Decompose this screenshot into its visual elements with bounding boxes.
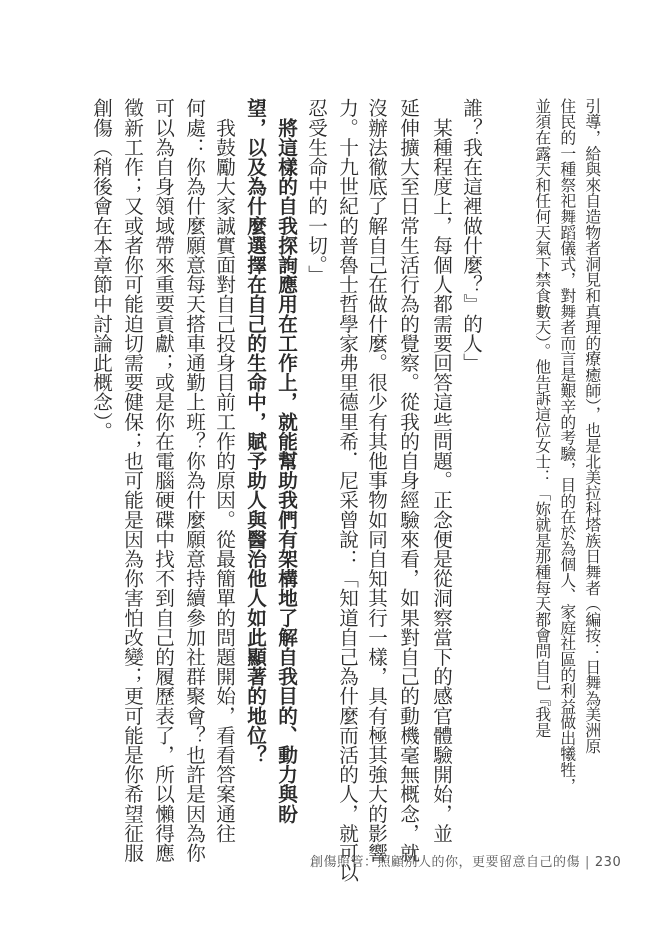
text-column-15: 徵新工作；又或者你可能迫切需要健保；也可能是因為你害怕改變；更可能是你希望征服: [120, 98, 144, 863]
text-column-2: 住民的一種祭祀舞蹈儀式，對舞者而言是艱辛的考驗，目的在於為個人、家庭社區的利益做出犧牲，: [557, 98, 577, 794]
text-column-1: 引導，給與來自造物者洞見和真理的療癒師），也是北美拉科塔族日舞者（編按：日舞為美洲原: [582, 98, 602, 754]
text-column-6: 延伸擴大至日常生活行為的覺察。從我的自身經驗來看，如果對自己的動機毫無概念，就: [396, 98, 420, 863]
bold-question-column-1: 將這樣的自我探詢應用在工作上，就能幫助我們有架構地了解自我目的、動力與盼: [274, 98, 298, 824]
text-column-4: 誰？我在這裡做什麼？』的人」: [459, 98, 483, 373]
page-footer: [310, 851, 621, 870]
text-column-14: 可以為自身領域帶來重要貢獻；或是你在電腦硬碟中找不到自己的履歷表了，所以懶得應: [151, 98, 175, 863]
text-column-16: 創傷（稍後會在本章節中討論此概念）。: [89, 98, 113, 441]
bold-question-column-2: 望，以及為什麼選擇在自己的生命中，賦予助人與醫治他人如此顯著的地位？: [243, 98, 267, 765]
text-column-12: 我鼓勵大家誠實面對自己投身目前工作的原因。從最簡單的問題開始，看看答案通往: [212, 98, 236, 843]
text-column-8: 力。十九世紀的普魯士哲學家弗里德里希．尼采曾說：「知道自己為什麼而活的人，就可以: [335, 98, 359, 882]
text-column-13: 何處：你為什麼願意每天搭車通勤上班？你為什麼願意持續參加社群聚會？也許是因為你: [182, 98, 206, 863]
page-number: 230: [594, 855, 622, 870]
text-column-5: 某種程度上，每個人都需要回答這些問題。正念便是從洞察當下的感官體驗開始，並: [429, 98, 453, 843]
text-column-3: 並須在露天和任何天氣下禁食數天）。他告訴這位女士：「妳就是那種每天都會問自己『我是: [532, 98, 552, 738]
text-column-9: 忍受生命中的一切。」: [304, 98, 328, 285]
text-column-7: 沒辦法徹底了解自己在做什麼。很少有其他事物如同自知其行一樣，具有極其強大的影響: [364, 98, 388, 863]
running-header-title: 創傷照管：照顧別人的你，更要留意自己的傷: [310, 855, 581, 870]
footer-separator: |: [585, 855, 590, 870]
